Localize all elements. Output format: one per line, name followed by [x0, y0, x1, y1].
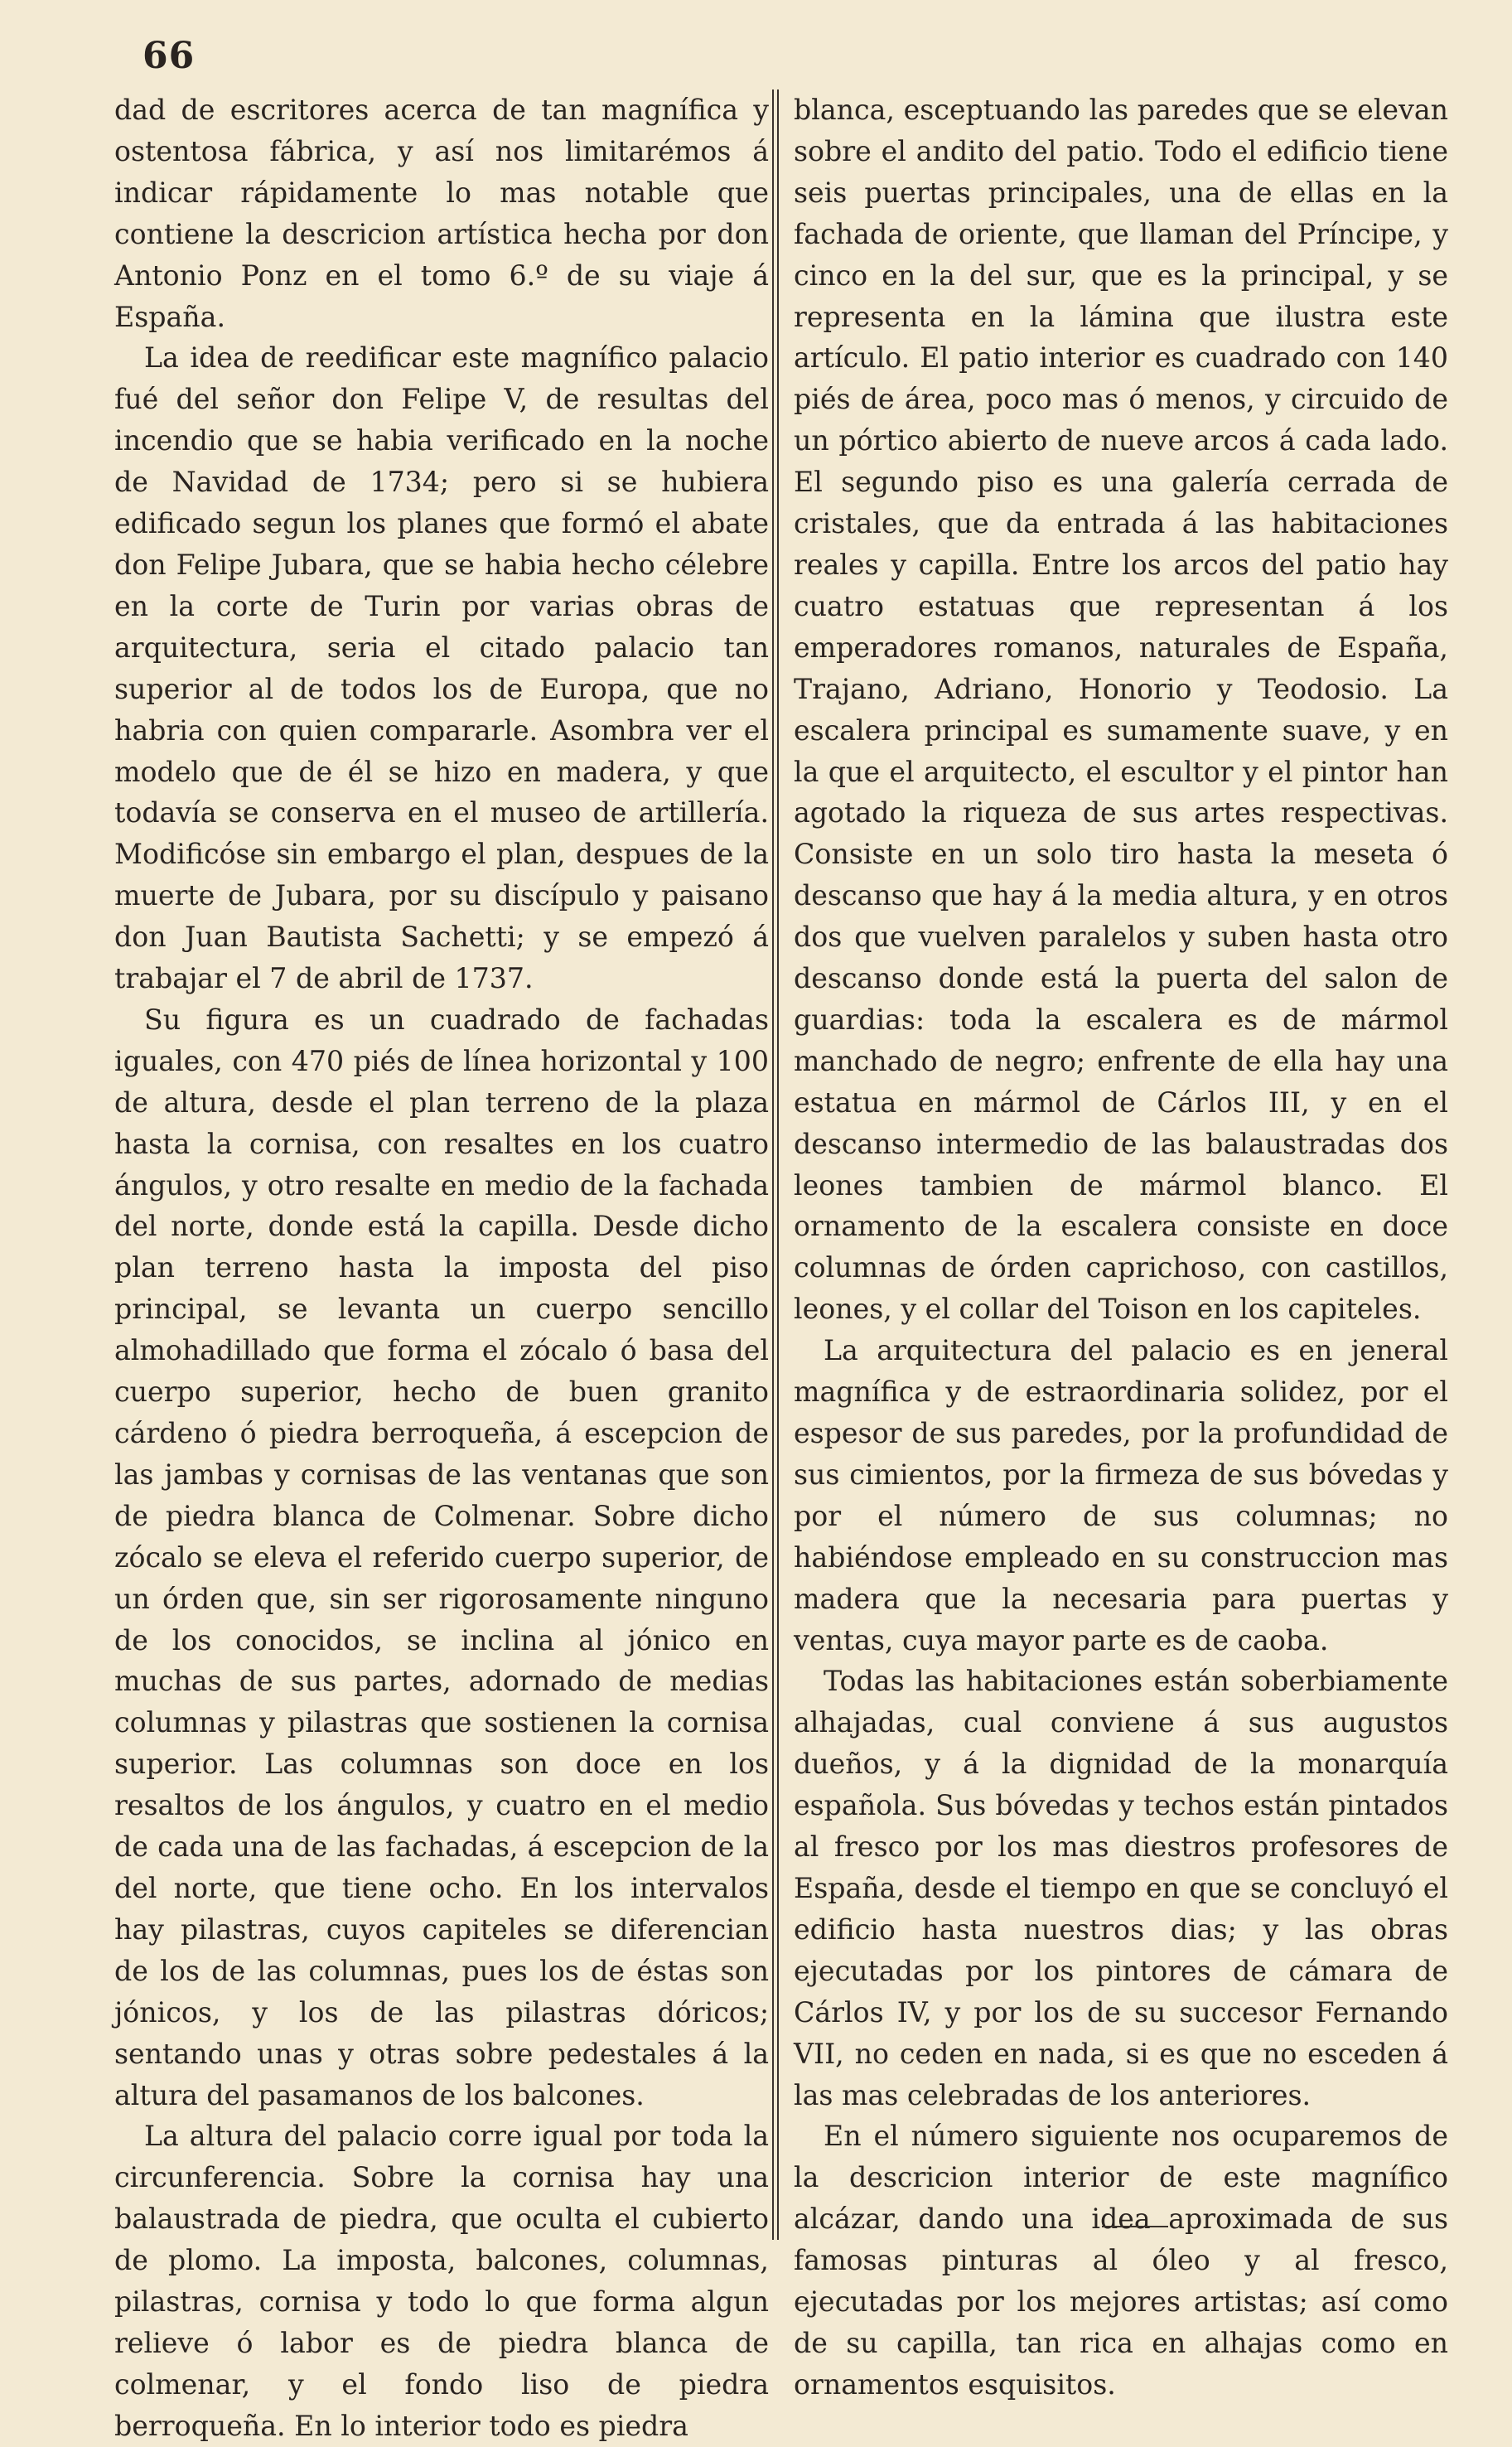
end-rule [1102, 2226, 1168, 2227]
paragraph: En el número siguiente nos ocuparemos de la descricion interior de este magnífico alcázar, dando una idea aproximada de sus famosas pinturas al óleo y al fresco, ejecutadas por los mejores artistas; así como de su capilla, tan rica en alhajas como en ornamentos esquisitos. [794, 2120, 1448, 2401]
paragraph: dad de escritores acerca de tan magnífica y ostentosa fábrica, y así nos limitarémos á indicar rápidamente lo mas notable que contiene la descricion artística hecha por don Antonio Ponz en el tomo 6.º de su viaje á España. [114, 94, 769, 333]
left-column [114, 89, 769, 2447]
page-number: 66 [143, 35, 196, 77]
paragraph: blanca, esceptuando las paredes que se elevan sobre el andito del patio. Todo el edificio tiene seis puertas principales, una de ellas en la fachada de oriente, que llaman del Príncipe, y cinco en la del sur, que es la principal, y se representa en la lámina que ilustra este artículo. El patio interior es cuadrado con 140 piés de área, poco mas ó menos, y circuido de un pórtico abierto de nueve arcos á cada lado. El segundo piso es una galería cerrada de cristales, que da entrada á las habitaciones reales y capilla. Entre los arcos del patio hay cuatro estatuas que representan á los emperadores romanos, naturales de España, Trajano, Adriano, Honorio y Teodosio. La escalera principal es sumamente suave, y en la que el arquitecto, el escultor y el pintor han agotado la riqueza de sus artes respectivas. Consiste en un solo tiro hasta la meseta ó descanso que hay á la media altura, y en otros dos que vuelven paralelos y suben hasta otro descanso donde está la puerta del salon de guardias: toda la escalera es de mármol manchado de negro; enfrente de ella hay una estatua en mármol de Cárlos III, y en el descanso intermedio de las balaustradas dos leones tambien de mármol blanco. El ornamento de la escalera consiste en doce columnas de órden caprichoso, con castillos, leones, y el collar del Toison en los capiteles. [794, 94, 1448, 1326]
column-divider [772, 89, 774, 2240]
paragraph: Su figura es un cuadrado de fachadas iguales, con 470 piés de línea horizontal y 100 de altura, desde el plan terreno de la plaza hasta la cornisa, con resaltes en los cuatro ángulos, y otro resalte en medio de la fachada del norte, donde está la capilla. Desde dicho plan terreno hasta la imposta del piso principal, se levanta un cuerpo sencillo almohadillado que forma el zócalo ó basa del cuerpo superior, hecho de buen granito cárdeno ó piedra berroqueña, á escepcion de las jambas y cornisas de las ventanas que son de piedra blanca de Colmenar. Sobre dicho zócalo se eleva el referido cuerpo superior, de un órden que, sin ser rigorosamente ninguno de los conocidos, se inclina al jónico en muchas de sus partes, adornado de medias columnas y pilastras que sostienen la cornisa superior. Las columnas son doce en los resaltos de los ángulos, y cuatro en el medio de cada una de las fachadas, á escepcion de la del norte, que tiene ocho. En los intervalos hay pilastras, cuyos capiteles se diferencian de los de las columnas, pues los de éstas son jónicos, y los de las pilastras dóricos; sentando unas y otras sobre pedestales á la altura del pasamanos de los balcones. [114, 1003, 769, 2111]
column-divider [777, 89, 779, 2240]
paragraph: La idea de reedificar este magnífico palacio fué del señor don Felipe V, de resultas del incendio que se habia verificado en la noche de Navidad de 1734; pero si se hubiera edificado segun los planes que formó el abate don Felipe Jubara, que se habia hecho célebre en la corte de Turin por varias obras de arquitectura, seria el citado palacio tan superior al de todos los de Europa, que no habria con quien compararle. Asombra ver el modelo que de él se hizo en madera, y que todavía se conserva en el museo de artillería. Modificóse sin embargo el plan, despues de la muerte de Jubara, por su discípulo y paisano don Juan Bautista Sachetti; y se empezó á trabajar el 7 de abril de 1737. [114, 341, 769, 995]
paragraph: Todas las habitaciones están soberbiamente alhajadas, cual conviene á sus augustos dueños, y á la dignidad de la monarquía española. Sus bóvedas y techos están pintados al fresco por los mas diestros profesores de España, desde el tiempo en que se concluyó el edificio hasta nuestros dias; y las obras ejecutadas por los pintores de cámara de Cárlos IV, y por los de su succesor Fernando VII, no ceden en nada, si es que no esceden á las mas celebradas de los anteriores. [794, 1665, 1448, 2111]
paragraph: La arquitectura del palacio es en jeneral magnífica y de estraordinaria solidez, por el espesor de sus paredes, por la profundidad de sus cimientos, por la firmeza de sus bóvedas y por el número de sus columnas; no habiéndose empleado en su construccion mas madera que la necesaria para puertas y ventas, cuya mayor parte es de caoba. [794, 1334, 1448, 1656]
right-column [794, 89, 1448, 2406]
paragraph: La altura del palacio corre igual por toda la circunferencia. Sobre la cornisa hay una balaustrada de piedra, que oculta el cubierto de plomo. La imposta, balcones, columnas, pilastras, cornisa y todo lo que forma algun relieve ó labor es de piedra blanca de colmenar, y el fondo liso de piedra berroqueña. En lo interior todo es piedra [114, 2120, 769, 2442]
